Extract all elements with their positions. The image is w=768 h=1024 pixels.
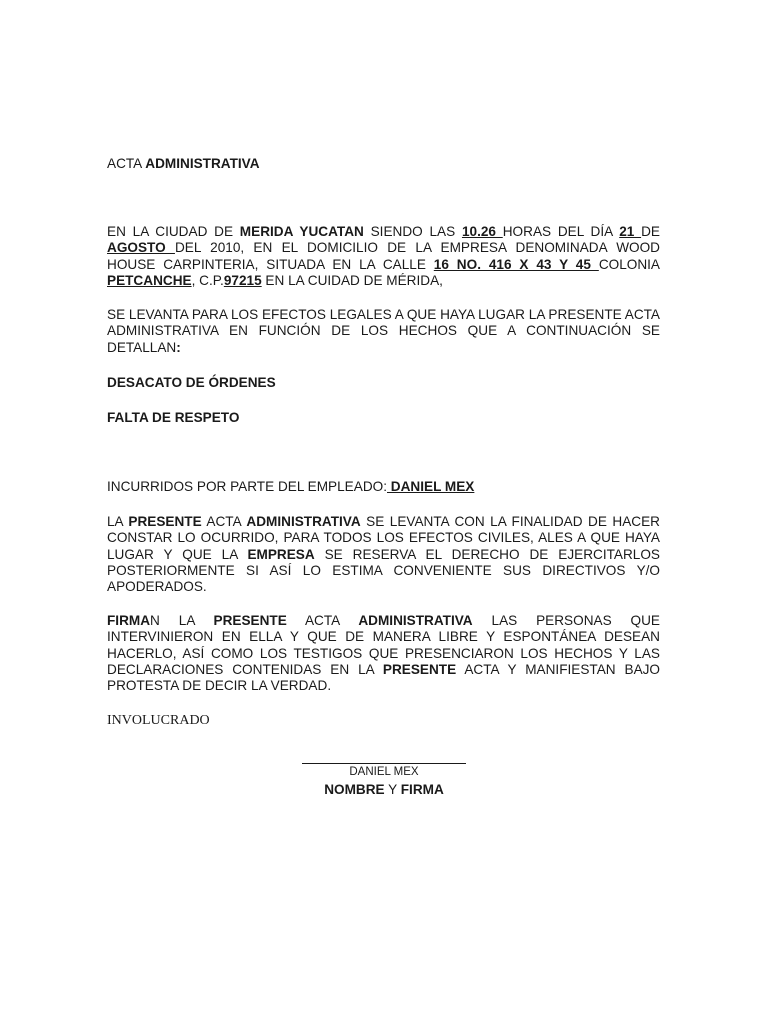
document-title: ACTA ADMINISTRATIVA: [107, 156, 260, 171]
reason-item: DESACATO DE ÓRDENES: [107, 375, 276, 390]
paragraph-location-date: EN LA CIUDAD DE MERIDA YUCATAN SIENDO LAS 10.26 HORAS DEL DÍA 21 DE AGOSTO DEL 2010, EN EL DOMICILIO DE LA EMPRESA DENOMINADA WOOD HOUSE CARPINTERIA, SITUADA EN LA CALLE 16 NO. 416 X 43 Y 45 COLONIA PETCANCHE, C.P.97215 EN LA CUIDAD DE MÉRIDA,: [107, 224, 660, 288]
signature-name: DANIEL MEX: [349, 766, 419, 778]
reason-item: FALTA DE RESPETO: [107, 410, 240, 425]
paragraph-finality: LA PRESENTE ACTA ADMINISTRATIVA SE LEVANTA CON LA FINALIDAD DE HACER CONSTAR LO OCURRIDO, PARA TODOS LOS EFECTOS CIVILES, ALES A QUE HAYA LUGAR Y QUE LA EMPRESA SE RESERVA EL DERECHO DE EJERCITARLOS POSTERIORMENTE SI ASÍ LO ESTIMA CONVENIENTE SUS DIRECTIVOS Y/O APODERADOS.: [107, 514, 660, 595]
signature-caption: NOMBRE Y FIRMA: [324, 782, 444, 797]
involved-label: INVOLUCRADO: [107, 713, 210, 728]
signature-line: [302, 763, 466, 764]
paragraph-signatures: FIRMAN LA PRESENTE ACTA ADMINISTRATIVA LAS PERSONAS QUE INTERVINIERON EN ELLA Y QUE DE MANERA LIBRE Y ESPONTÁNEA DESEAN HACERLO, ASÍ COMO LOS TESTIGOS QUE PRESENCIARON LOS HECHOS Y LAS DECLARACIONES CONTENIDAS EN LA PRESENTE ACTA Y MANIFIESTAN BAJO PROTESTA DE DECIR LA VERDAD.: [107, 613, 661, 694]
employee-line: INCURRIDOS POR PARTE DEL EMPLEADO: DANIEL MEX: [107, 479, 475, 494]
paragraph-purpose: SE LEVANTA PARA LOS EFECTOS LEGALES A QUE HAYA LUGAR LA PRESENTE ACTA ADMINISTRATIVA EN FUNCIÓN DE LOS HECHOS QUE A CONTINUACIÓN SE DETALLAN:: [107, 307, 660, 355]
